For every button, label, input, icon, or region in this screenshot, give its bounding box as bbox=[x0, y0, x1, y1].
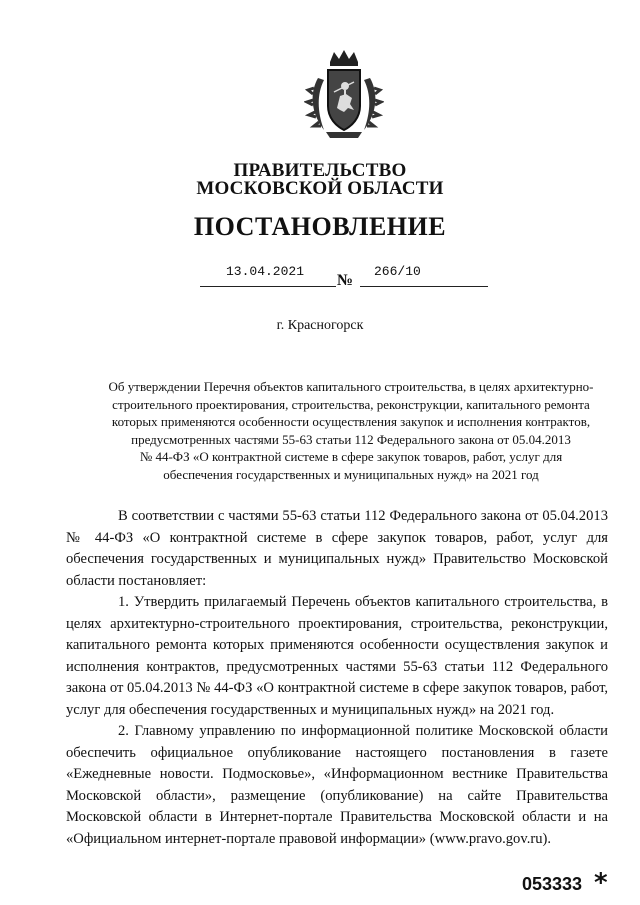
document-city: г. Красногорск bbox=[276, 318, 364, 333]
subject-line: которых применяются особенности осуществления закупок и исполнения контрактов, bbox=[111, 414, 591, 429]
subject-line: Об утверждении Перечня объектов капитального строительства, в целях архитектурно- bbox=[108, 379, 594, 394]
preamble-paragraph: В соответствии с частями 55-63 статьи 112 Федерального закона от 05.04.2013 № 44-ФЗ «О контрактной системе в сфере закупок товаров, работ, услуг для обеспечения государственных и муниципальных нужд» Правительство Московской области постановляет: bbox=[66, 508, 608, 589]
date-underline bbox=[200, 286, 336, 287]
item-1-paragraph: 1. Утвердить прилагаемый Перечень объектов капитального строительства, в целях архитектурно-строительного проектирования, строительства, реконструкции, капитального ремонта которых применяются особенности осуществления закупок и исполнения контрактов, предусмотренных частями 55-63 статьи 112 Федерального закона от 05.04.2013 № 44-ФЗ «О контрактной системе в сфере закупок товаров, работ, услуг для обеспечения государственных и муниципальных нужд» на 2021 год. bbox=[66, 594, 608, 718]
subject-line: строительного проектирования, строительства, реконструкции, капитального ремонта bbox=[112, 396, 590, 412]
form-serial-number: 053333 bbox=[522, 874, 583, 894]
document-date: 13.04.2021 bbox=[226, 264, 305, 279]
coat-of-arms-icon bbox=[304, 48, 384, 140]
org-name-line2: МОСКОВСКОЙ ОБЛАСТИ bbox=[196, 178, 444, 199]
document-body bbox=[66, 506, 608, 850]
subject-line: предусмотренных частями 55-63 статьи 112 Федерального закона от 05.04.2013 bbox=[131, 431, 571, 447]
number-sign: № bbox=[337, 272, 354, 289]
item-2-paragraph: 2. Главному управлению по информационной политике Московской области обеспечить официальное опубликование настоящего постановления в газете «Ежедневные новости. Подмосковье», «Информационном вестнике Правительства Московской области», размещение (опубликование) на сайте Правительства Московской области в Интернет-портале Правительства Московской области и на «Официальном интернет-портале правовой информации» (www.pravo.gov.ru). bbox=[66, 723, 608, 847]
document-type-title: ПОСТАНОВЛЕНИЕ bbox=[193, 212, 447, 241]
subject-line: № 44-ФЗ «О контрактной системе в сфере закупок товаров, работ, услуг для bbox=[139, 449, 563, 464]
subject-line: обеспечения государственных и муниципальных нужд» на 2021 год bbox=[163, 466, 539, 482]
star-mark: * bbox=[594, 868, 608, 898]
org-name-line1: ПРАВИТЕЛЬСТВО bbox=[233, 160, 407, 181]
document-subject bbox=[88, 378, 614, 483]
document-number: 266/10 bbox=[374, 264, 421, 279]
number-underline bbox=[360, 286, 488, 287]
